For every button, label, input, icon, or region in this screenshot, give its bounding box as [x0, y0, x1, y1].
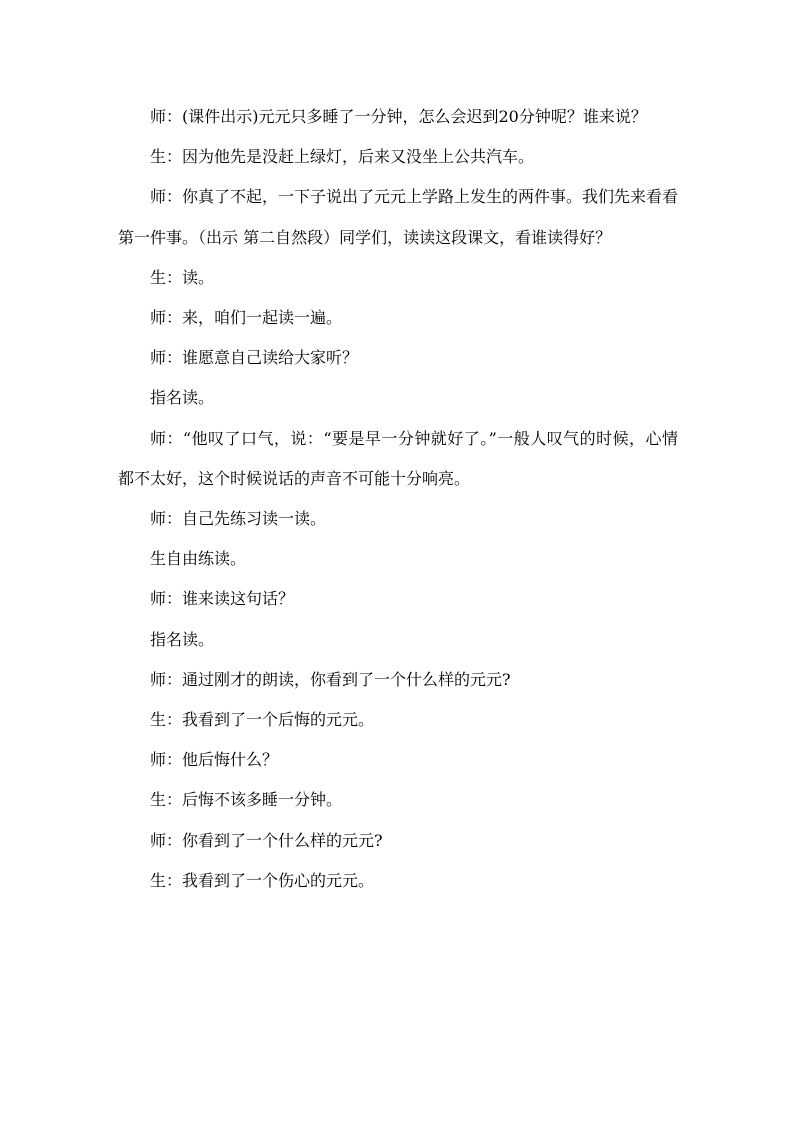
paragraph: 师：通过刚才的朗读，你看到了一个什么样的元元? [150, 669, 511, 689]
paragraph: 生自由练读。 [150, 549, 247, 569]
paragraph: 师：谁来读这句话？ [150, 589, 295, 609]
paragraph: 师：(课件出示)元元只多睡了一分钟，怎么会迟到20分钟呢？谁来说？ [150, 107, 647, 126]
paragraph: 师：他后悔什么？ [150, 750, 279, 770]
paragraph: 师：你真了不起，一下子说出了元元上学路上发生的两件事。我们先来看看第一件事。（出示 第二自然段）同学们，读读这段课文，看谁读得好？ [118, 187, 679, 247]
document-body [118, 97, 678, 901]
paragraph: 生：我看到了一个后悔的元元。 [150, 710, 375, 730]
paragraph: 师：谁愿意自己读给大家听？ [150, 348, 359, 368]
paragraph: 师：“他叹了口气，说：“要是早一分钟就好了。”一般人叹气的时候，心情都不太好，这个时候说话的声音不可能十分响亮。 [118, 428, 678, 488]
paragraph: 师：自己先练习读一读。 [150, 509, 327, 529]
paragraph: 师：你看到了一个什么样的元元? [150, 830, 383, 850]
paragraph: 生：读。 [150, 267, 215, 287]
paragraph: 生：后悔不该多睡一分钟。 [150, 790, 343, 810]
paragraph: 指名读。 [150, 388, 215, 408]
paragraph: 师：来，咱们一起读一遍。 [150, 308, 343, 328]
paragraph: 生：我看到了一个伤心的元元。 [150, 870, 375, 890]
paragraph: 指名读。 [150, 629, 215, 649]
paragraph: 生：因为他先是没赶上绿灯，后来又没坐上公共汽车。 [150, 147, 535, 167]
